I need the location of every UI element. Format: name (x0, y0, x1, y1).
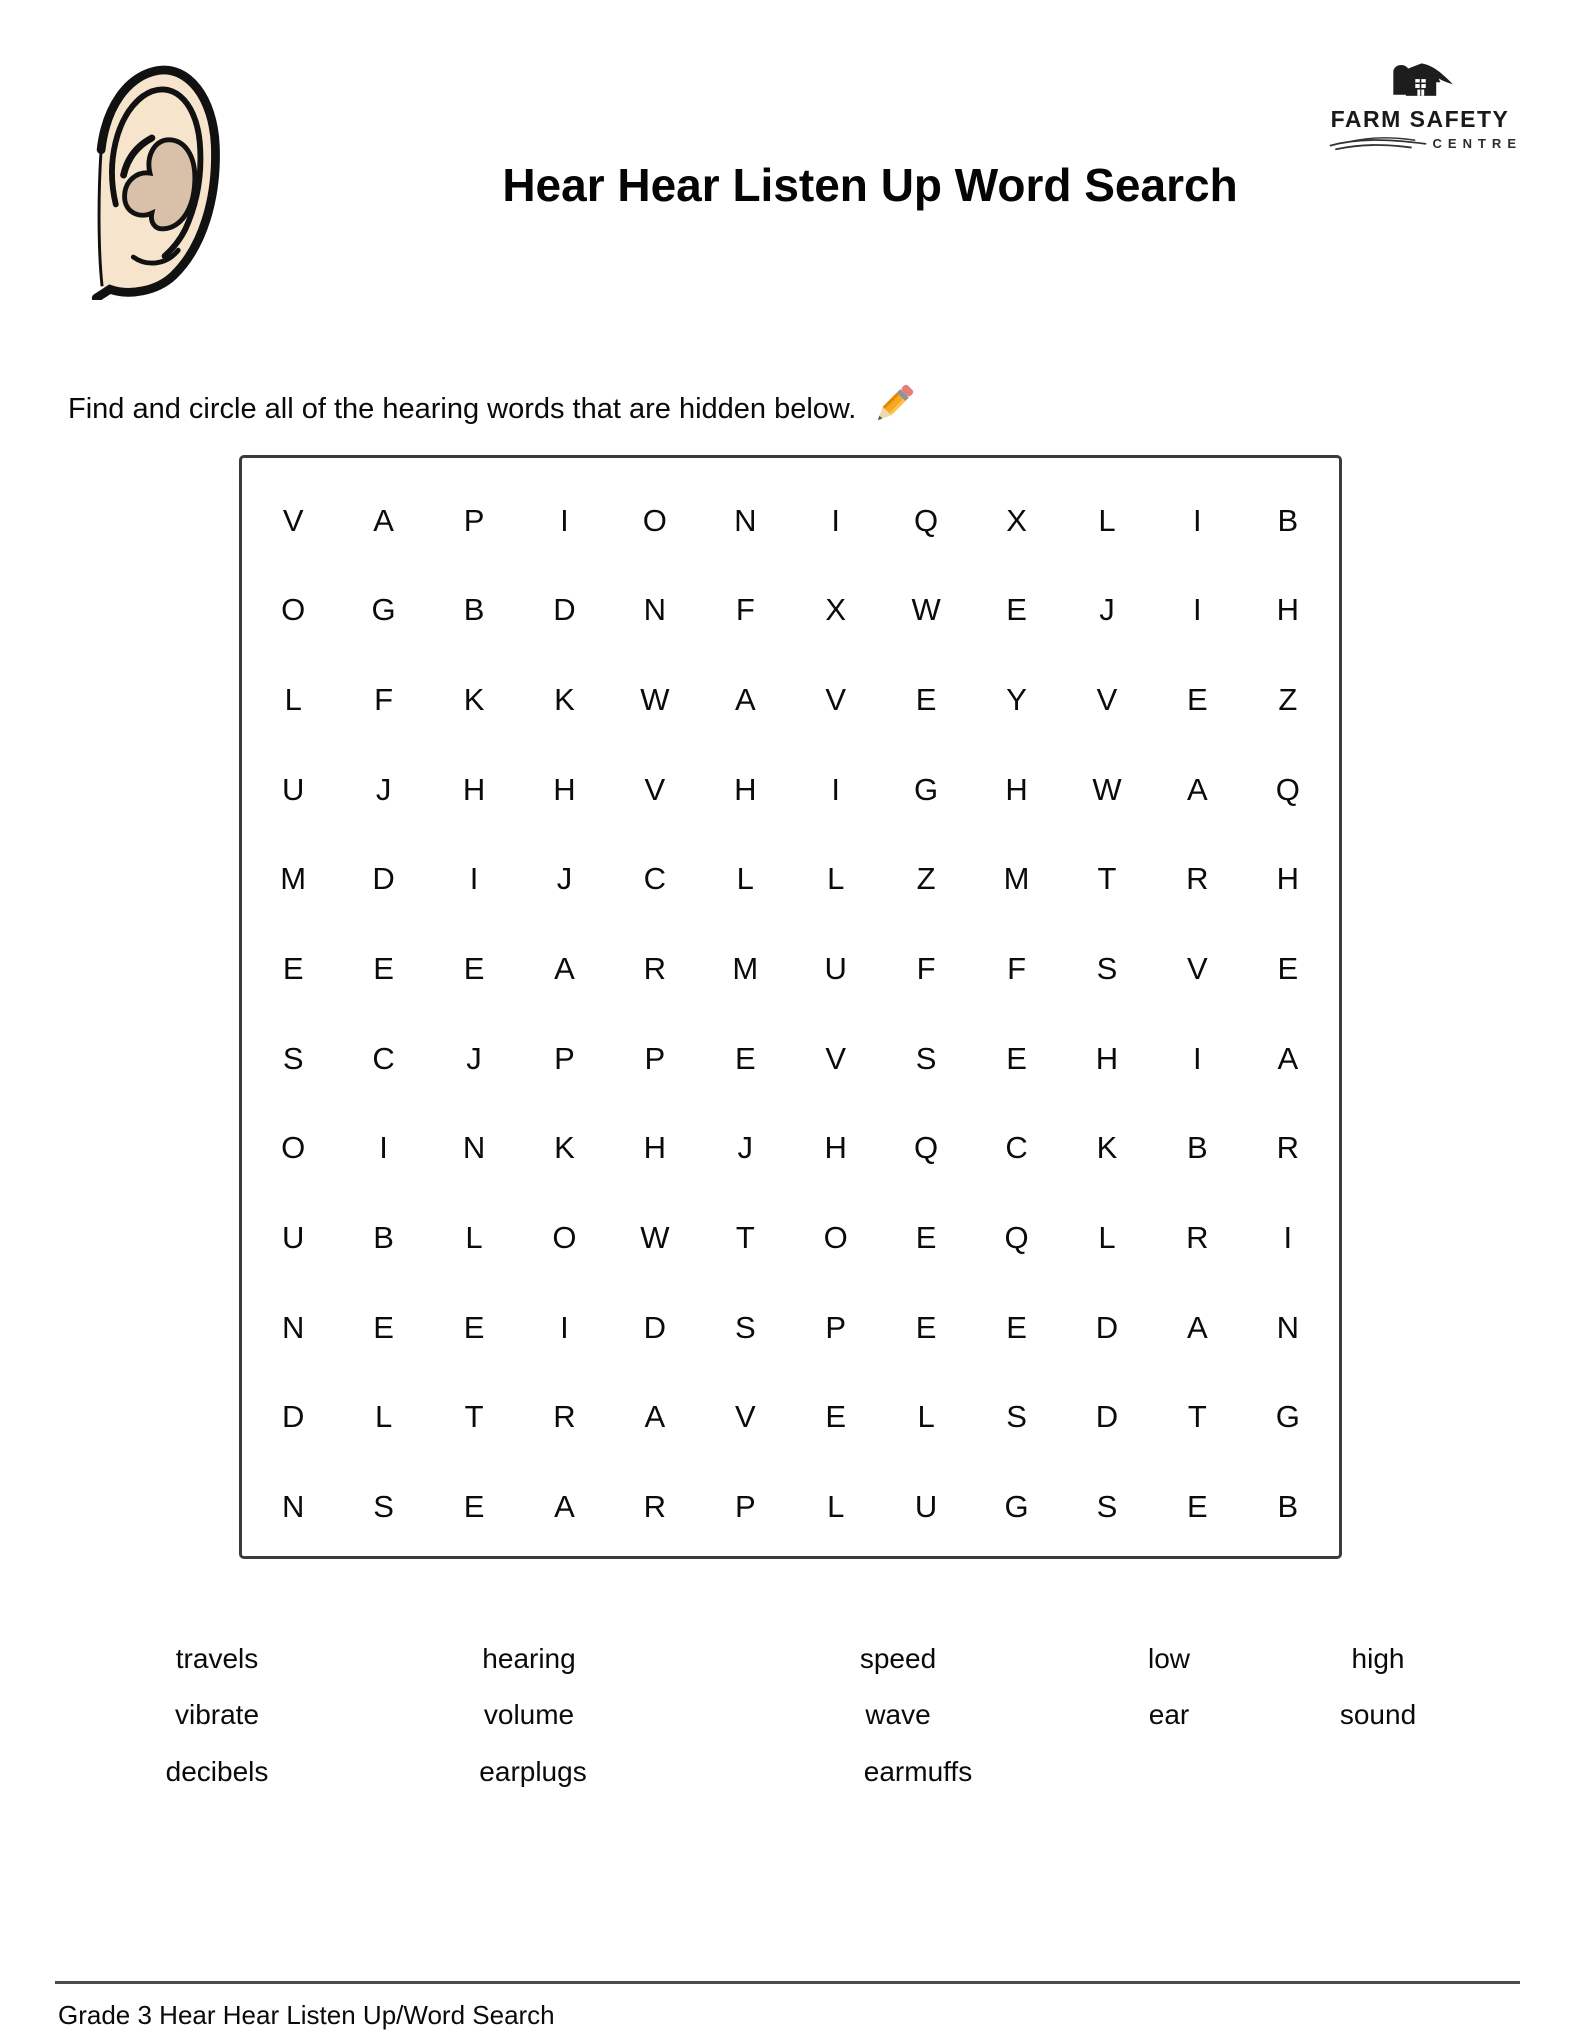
grid-letter: S (1096, 951, 1118, 987)
grid-letter: T (735, 1220, 755, 1256)
grid-letter: T (1097, 861, 1117, 897)
grid-letter: T (1187, 1399, 1207, 1435)
grid-letter: G (914, 771, 939, 807)
grid-letter: Q (914, 502, 939, 538)
grid-letter: B (1187, 1130, 1208, 1166)
grid-letter: V (282, 502, 304, 538)
grid-letter: A (644, 1399, 666, 1435)
grid-letter: C (643, 861, 667, 897)
grid-letter: L (374, 1399, 393, 1435)
grid-letter: A (554, 1489, 575, 1525)
grid-letter: L (827, 861, 845, 897)
grid-letter: O (552, 1220, 577, 1256)
grid-letter: A (373, 502, 394, 538)
grid-letter: J (375, 771, 392, 807)
grid-letter: W (911, 592, 941, 628)
grid-letter: N (282, 1309, 305, 1345)
grid-letter: M (280, 861, 307, 897)
grid-letter: H (1095, 1040, 1119, 1076)
grid-letter: D (1095, 1399, 1119, 1435)
grid-letter: K (554, 682, 575, 718)
grid-letter: H (734, 771, 757, 807)
grid-letter: K (1096, 1130, 1118, 1166)
instruction-text: Find and circle all of the hearing words that are hidden below. (68, 393, 857, 425)
grid-letter: E (734, 1040, 756, 1076)
grid-letter: O (642, 502, 667, 538)
grid-letter: I (469, 861, 479, 897)
grid-letter: V (825, 682, 847, 718)
grid-letter: W (640, 1220, 670, 1256)
grid-letter: V (734, 1399, 756, 1435)
grid-letter: D (553, 592, 576, 628)
grid-letter: I (1283, 1220, 1293, 1256)
farm-safety-centre-logo (1318, 50, 1522, 152)
grid-letter: S (734, 1309, 756, 1345)
grid-letter: W (640, 682, 670, 718)
word-list-item: speed (859, 1643, 937, 1674)
grid-letter: L (465, 1220, 483, 1256)
word-list-item: volume (483, 1699, 575, 1730)
pencil-icon (870, 380, 918, 428)
word-list-item: hearing (482, 1643, 576, 1674)
grid-letter: I (560, 1309, 569, 1345)
barn-icon (1386, 50, 1454, 104)
grid-letter: E (373, 951, 394, 987)
footer-text: Grade 3 Hear Hear Listen Up/Word Search (58, 2000, 555, 2030)
grid-letter: C (372, 1040, 395, 1076)
grid-letter: N (643, 592, 667, 628)
grid-letter: Y (1006, 682, 1027, 718)
grid-letter: P (644, 1040, 666, 1076)
grid-letter: U (282, 1220, 305, 1256)
grid-letter: M (1003, 861, 1030, 897)
grid-letter: W (1092, 771, 1122, 807)
word-list-item: decibels (165, 1756, 269, 1787)
logo-subname: CENTRE (1432, 135, 1522, 151)
grid-letter: I (1193, 1040, 1202, 1076)
grid-letter: V (825, 1040, 847, 1076)
grid-letter: P (825, 1309, 847, 1345)
grid-letter: L (1098, 1220, 1116, 1256)
grid-letter: V (1187, 951, 1208, 987)
grid-letter: S (915, 1040, 937, 1076)
grid-letter: F (735, 592, 755, 628)
grid-letter: E (1187, 1489, 1208, 1525)
grid-letter: R (1186, 861, 1209, 897)
grid-letter: M (732, 951, 759, 987)
grid-letter: F (374, 682, 394, 718)
grid-letter: E (282, 951, 304, 987)
footer-divider (55, 1981, 1520, 1984)
grid-letter: E (915, 682, 937, 718)
grid-letter: K (554, 1130, 575, 1166)
grid-letter: S (1096, 1489, 1118, 1525)
grid-letter: D (372, 861, 395, 897)
word-list-item: travels (175, 1643, 259, 1674)
page-title: Hear Hear Listen Up Word Search (502, 159, 1238, 211)
grid-letter: N (462, 1130, 486, 1166)
grid-letter: L (917, 1399, 935, 1435)
grid-letter: J (466, 1040, 482, 1076)
grid-letter: Q (1275, 771, 1300, 807)
swoosh-lines-icon (1328, 134, 1428, 152)
grid-letter: I (831, 502, 840, 538)
grid-letter: R (1276, 1130, 1299, 1166)
grid-letter: A (554, 951, 575, 987)
word-list-item: sound (1339, 1699, 1417, 1730)
grid-letter: D (1095, 1309, 1119, 1345)
grid-letter: A (1187, 1309, 1208, 1345)
grid-letter: E (463, 1309, 485, 1345)
grid-letter: V (644, 771, 666, 807)
grid-letter: L (284, 682, 302, 718)
grid-letter: R (553, 1399, 576, 1435)
grid-letter: V (1096, 682, 1118, 718)
grid-letter: I (1193, 502, 1202, 538)
grid-letter: G (1275, 1399, 1300, 1435)
logo-name: FARM SAFETY (1330, 106, 1510, 132)
grid-letter: I (1193, 592, 1202, 628)
grid-letter: P (554, 1040, 575, 1076)
grid-letter: R (643, 1489, 667, 1525)
grid-letter: U (282, 771, 305, 807)
grid-letter: I (831, 771, 840, 807)
grid-letter: E (1277, 951, 1299, 987)
grid-letter: O (823, 1220, 848, 1256)
grid-letter: G (1004, 1489, 1029, 1525)
grid-letter: Q (1004, 1220, 1029, 1256)
grid-letter: A (734, 682, 756, 718)
grid-letter: I (379, 1130, 388, 1166)
grid-letter: E (915, 1220, 937, 1256)
grid-letter: H (1276, 592, 1299, 628)
grid-letter: A (1187, 771, 1208, 807)
grid-letter: H (462, 771, 486, 807)
grid-letter: D (643, 1309, 667, 1345)
word-list-item: high (1351, 1643, 1405, 1674)
grid-letter: U (824, 951, 847, 987)
grid-letter: N (1276, 1309, 1299, 1345)
grid-letter: K (463, 682, 485, 718)
word-list-item: ear (1148, 1699, 1190, 1730)
grid-letter: S (373, 1489, 394, 1525)
grid-letter: D (282, 1399, 305, 1435)
grid-letter: U (914, 1489, 938, 1525)
grid-letter: B (373, 1220, 394, 1256)
word-list-item: earmuffs (863, 1756, 973, 1787)
grid-letter: J (1099, 592, 1115, 628)
grid-letter: B (1277, 502, 1299, 538)
grid-letter: E (1006, 592, 1027, 628)
grid-letter: C (1005, 1130, 1028, 1166)
instruction-line (68, 380, 918, 426)
grid-letter: S (282, 1040, 304, 1076)
grid-letter: Q (914, 1130, 939, 1166)
grid-letter: B (1277, 1489, 1299, 1525)
grid-letter: O (281, 1130, 306, 1166)
grid-letter: N (734, 502, 757, 538)
grid-letter: E (1006, 1309, 1027, 1345)
grid-letter: Z (916, 861, 936, 897)
grid-letter: R (643, 951, 667, 987)
grid-letter: F (1007, 951, 1026, 987)
grid-letter: L (736, 861, 754, 897)
grid-letter: F (916, 951, 936, 987)
grid-letter: P (463, 502, 485, 538)
grid-letter: A (1277, 1040, 1299, 1076)
grid-letter: R (1186, 1220, 1209, 1256)
grid-letter: T (464, 1399, 484, 1435)
grid-letter: L (827, 1489, 845, 1525)
grid-letter: N (282, 1489, 305, 1525)
grid-letter: G (371, 592, 396, 628)
grid-letter: H (1005, 771, 1028, 807)
grid-letter: H (553, 771, 576, 807)
grid-letter: E (1006, 1040, 1027, 1076)
word-list-item: vibrate (174, 1699, 260, 1730)
word-list-item: earplugs (479, 1756, 587, 1787)
grid-letter: B (463, 592, 485, 628)
grid-letter: Z (1278, 682, 1298, 718)
grid-letter: L (1098, 502, 1116, 538)
word-list-item: wave (865, 1699, 931, 1730)
grid-letter: E (463, 1489, 485, 1525)
grid-letter: X (1006, 502, 1027, 538)
grid-letter: E (1187, 682, 1208, 718)
grid-letter: X (825, 592, 847, 628)
grid-letter: P (734, 1489, 756, 1525)
grid-letter: E (463, 951, 485, 987)
grid-letter: E (825, 1399, 847, 1435)
grid-letter: J (737, 1130, 754, 1166)
grid-letter: E (915, 1309, 937, 1345)
word-search-grid (239, 455, 1342, 1559)
grid-letter: J (556, 861, 573, 897)
grid-letter: O (281, 592, 306, 628)
grid-letter: H (643, 1130, 667, 1166)
ear-illustration (66, 56, 228, 300)
grid-letter: H (1276, 861, 1299, 897)
grid-letter: S (1006, 1399, 1027, 1435)
word-list-item: low (1147, 1643, 1191, 1674)
grid-letter: H (824, 1130, 847, 1166)
grid-letter: I (560, 502, 569, 538)
grid-letter: E (373, 1309, 394, 1345)
